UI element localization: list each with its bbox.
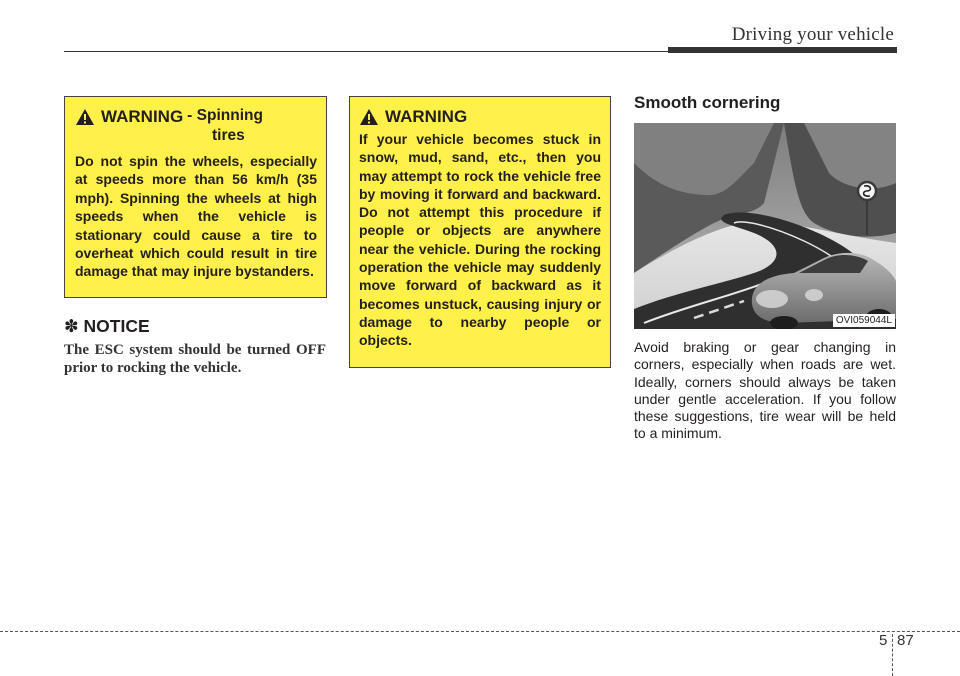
warning-label: WARNING — [101, 107, 184, 126]
warning-subtitle: - Spinning — [187, 107, 263, 124]
road-illustration — [634, 123, 896, 329]
warning-heading — [359, 107, 601, 127]
notice-body: The ESC system should be turned OFF prior to rocking the vehicle. — [64, 342, 326, 376]
footer-rule — [0, 631, 960, 632]
page-divider — [892, 634, 893, 676]
warning-label: WARNING — [385, 107, 468, 126]
header-rule — [64, 51, 668, 52]
smooth-cornering-title: Smooth cornering — [634, 93, 781, 112]
section-number: 5 — [879, 632, 888, 649]
header-rule-thick — [668, 47, 897, 53]
warning-subtitle-cont: tires — [212, 127, 245, 144]
section-title: Driving your vehicle — [731, 24, 894, 45]
warning-box-rocking — [349, 96, 611, 368]
warning-box-spinning-tires — [64, 96, 327, 298]
warning-heading — [75, 107, 317, 127]
notice-title: ✽ NOTICE — [64, 316, 150, 336]
page-number: 87 — [897, 632, 914, 649]
warning-body: If your vehicle becomes stuck in snow, mud, sand, etc., then you may attempt to rock the vehicle free by moving it forward and backward. Do not attempt this procedure if people or objects are anywhere near the vehicle. During the rocking operation the vehicle may suddenly move forward of backward as it becomes unstuck, causing injury or damage to nearby people or objects. — [359, 131, 601, 349]
image-code: OVI059044L — [833, 314, 895, 327]
smooth-cornering-body: Avoid braking or gear changing in corners, especially when roads are wet. Ideally, corners should always be taken under gentle acceleration. If you follow these suggestions, tire wear will be held to a minimum. — [634, 339, 896, 442]
warning-triangle-icon — [75, 108, 95, 126]
warning-triangle-icon — [359, 108, 379, 126]
cornering-photo — [634, 123, 896, 329]
warning-body: Do not spin the wheels, especially at speeds more than 56 km/h (35 mph). Spinning the wheels at high speeds when the vehicle is stationary could cause a tire to overheat which could result in tire damage that may injure bystanders. — [75, 153, 317, 280]
